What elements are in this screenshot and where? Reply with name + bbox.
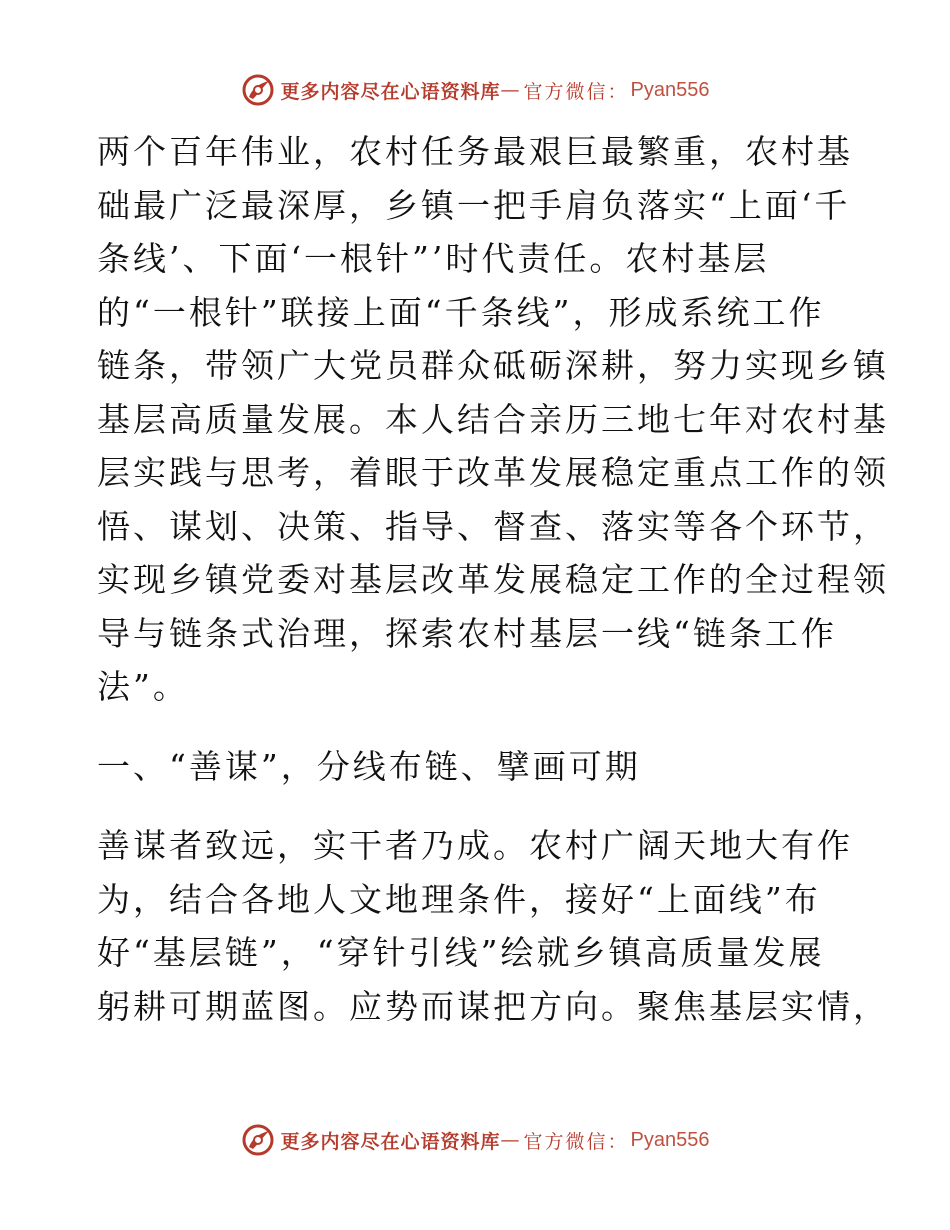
document-body bbox=[97, 125, 889, 1033]
paragraph-gap bbox=[97, 714, 857, 740]
watermark-brand: 更多内容尽在心语资料库 bbox=[280, 80, 501, 103]
watermark-header bbox=[0, 70, 950, 110]
text-line: 实现乡镇党委对基层改革发展稳定工作的全过程领 bbox=[97, 560, 889, 599]
watermark-brand: 更多内容尽在心语资料库 bbox=[280, 1130, 501, 1153]
text-line: 条线’、下面‘一根针”’时代责任。农村基层 bbox=[97, 239, 770, 278]
brand-logo-icon bbox=[241, 1123, 275, 1157]
watermark-wechat-id: Pyan556 bbox=[630, 1128, 710, 1151]
text-line: 悟、谋划、决策、指导、督查、落实等各个环节， bbox=[97, 506, 889, 546]
paragraph-gap bbox=[97, 793, 857, 819]
text-line: 法”。 bbox=[97, 667, 189, 706]
watermark-separator: — bbox=[500, 1129, 520, 1151]
text-line: 躬耕可期蓝图。应势而谋把方向。聚焦基层实情， bbox=[97, 986, 889, 1026]
watermark-official-label: 官方微信： bbox=[523, 80, 629, 103]
text-line: 好“基层链”，“穿针引线”绘就乡镇高质量发展 bbox=[97, 933, 825, 972]
text-line: 的“一根针”联接上面“千条线”，形成系统工作 bbox=[97, 292, 825, 332]
watermark-footer bbox=[0, 1120, 950, 1160]
text-line: 为，结合各地人文地理条件，接好“上面线”布 bbox=[97, 879, 821, 919]
text-line: 链条，带领广大党员群众砥砺深耕，努力实现乡镇 bbox=[97, 346, 889, 385]
text-line: 础最广泛最深厚，乡镇一把手肩负落实“上面‘千 bbox=[97, 185, 851, 225]
text-line: 导与链条式治理，探索农村基层一线“链条工作 bbox=[97, 613, 837, 653]
watermark-separator: — bbox=[500, 79, 520, 101]
watermark-wechat-id: Pyan556 bbox=[630, 78, 710, 101]
text-line: 两个百年伟业，农村任务最艰巨最繁重，农村基 bbox=[97, 132, 853, 171]
text-line: 层实践与思考，着眼于改革发展稳定重点工作的领 bbox=[97, 453, 889, 492]
paragraph-intro bbox=[97, 125, 889, 714]
brand-logo-icon bbox=[241, 73, 275, 107]
watermark-official-label: 官方微信： bbox=[523, 1130, 629, 1153]
section-heading: 一、“善谋”，分线布链、擘画可期 bbox=[97, 746, 641, 786]
text-line: 善谋者致远，实干者乃成。农村广阔天地大有作 bbox=[97, 826, 853, 865]
paragraph-section-1 bbox=[97, 819, 889, 1033]
text-line: 基层高质量发展。本人结合亲历三地七年对农村基 bbox=[97, 399, 889, 439]
